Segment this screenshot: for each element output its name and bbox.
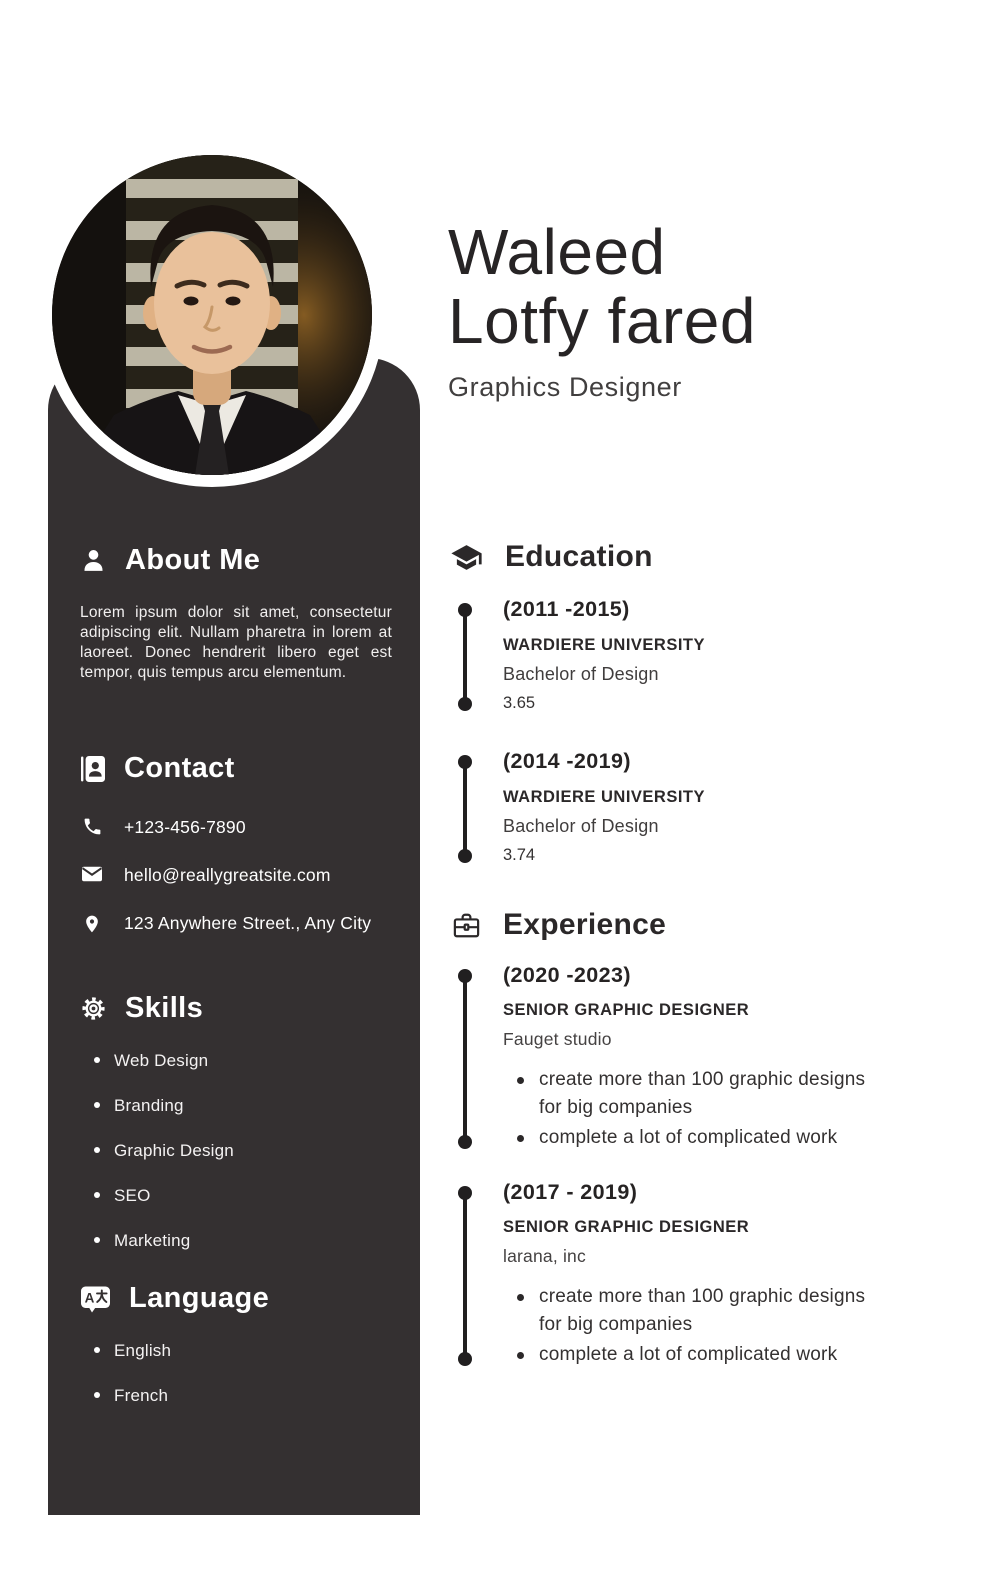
skill-item: Graphic Design xyxy=(80,1141,392,1161)
contact-email: hello@reallygreatsite.com xyxy=(124,865,331,885)
education-dates: (2014 -2019) xyxy=(503,749,631,773)
experience-bullets xyxy=(503,1283,948,1369)
timeline-rail xyxy=(458,969,472,1149)
education-heading: Education xyxy=(505,540,653,573)
contact-phone: +123-456-7890 xyxy=(124,817,246,837)
contact-rows xyxy=(80,815,392,936)
education-entry xyxy=(448,749,948,867)
section-skills xyxy=(80,992,392,1276)
education-gpa: 3.74 xyxy=(503,846,536,864)
phone-icon xyxy=(80,815,104,837)
experience-heading-row xyxy=(450,908,666,942)
skills-heading-row xyxy=(80,992,392,1025)
section-contact xyxy=(80,752,392,936)
timeline-rail xyxy=(458,755,472,863)
contact-book-icon xyxy=(80,755,106,783)
profile-photo-illustration xyxy=(52,155,372,475)
graduation-cap-icon xyxy=(448,541,485,574)
education-school: WARDIERE UNIVERSITY xyxy=(503,636,706,654)
language-item: English xyxy=(80,1341,392,1361)
email-icon xyxy=(80,863,104,884)
skill-item: Marketing xyxy=(80,1231,392,1251)
contact-address-row xyxy=(80,911,392,936)
education-degree: Bachelor of Design xyxy=(503,664,659,684)
about-heading: About Me xyxy=(125,544,261,576)
education-school: WARDIERE UNIVERSITY xyxy=(503,788,706,806)
experience-dates: (2017 - 2019) xyxy=(503,1180,638,1204)
header-block xyxy=(448,218,968,403)
experience-bullet: complete a lot of complicated work xyxy=(539,1124,884,1152)
skills-list xyxy=(80,1051,392,1251)
education-degree: Bachelor of Design xyxy=(503,816,659,836)
education-dates: (2011 -2015) xyxy=(503,597,630,621)
experience-role: SENIOR GRAPHIC DESIGNER xyxy=(503,1001,750,1019)
language-heading-row xyxy=(80,1282,392,1315)
education-entry xyxy=(448,597,948,715)
contact-heading: Contact xyxy=(124,752,235,784)
skill-item: Web Design xyxy=(80,1051,392,1071)
language-heading: Language xyxy=(129,1282,270,1314)
contact-phone-row xyxy=(80,815,392,840)
contact-heading-row xyxy=(80,752,392,785)
gear-icon xyxy=(80,995,107,1022)
person-icon xyxy=(80,547,107,574)
contact-address: 123 Anywhere Street., Any City xyxy=(124,913,372,933)
experience-bullet: create more than 100 graphic designs for big companies xyxy=(539,1066,884,1122)
timeline-rail xyxy=(458,1186,472,1366)
experience-bullets xyxy=(503,1066,948,1152)
experience-company: larana, inc xyxy=(503,1246,586,1266)
about-heading-row xyxy=(80,544,392,577)
profile-photo xyxy=(40,143,384,487)
section-about xyxy=(80,544,392,683)
experience-role: SENIOR GRAPHIC DESIGNER xyxy=(503,1218,750,1236)
svg-text:A: A xyxy=(84,1290,95,1305)
education-gpa: 3.65 xyxy=(503,694,536,712)
name-line-2: Lotfy fared xyxy=(448,285,756,357)
experience-dates: (2020 -2023) xyxy=(503,963,631,987)
briefcase-icon xyxy=(450,910,483,941)
skills-heading: Skills xyxy=(125,992,204,1024)
skill-item: Branding xyxy=(80,1096,392,1116)
experience-bullet: complete a lot of complicated work xyxy=(539,1341,884,1369)
experience-entry xyxy=(448,1180,948,1370)
name-line-1: Waleed xyxy=(448,216,666,288)
education-heading-row xyxy=(448,540,948,574)
job-title: Graphics Designer xyxy=(448,372,682,402)
skill-item: SEO xyxy=(80,1186,392,1206)
language-list xyxy=(80,1341,392,1406)
main-column xyxy=(448,540,948,1365)
sidebar-panel xyxy=(48,358,420,1515)
section-language xyxy=(80,1282,392,1431)
translate-icon xyxy=(80,1285,111,1313)
experience-entry xyxy=(448,963,948,1153)
language-item: French xyxy=(80,1386,392,1406)
experience-heading: Experience xyxy=(503,908,667,941)
contact-email-row xyxy=(80,863,392,888)
about-text: Lorem ipsum dolor sit amet, consectetur adipiscing elit. Nullam pharetra in lorem at laoreet. Donec hendrerit libero eget est tempor, quis tempus arcu elementum. xyxy=(80,604,392,681)
experience-company: Fauget studio xyxy=(503,1029,612,1049)
location-icon xyxy=(80,911,104,936)
experience-bullet: create more than 100 graphic designs for big companies xyxy=(539,1283,884,1339)
timeline-rail xyxy=(458,603,472,711)
